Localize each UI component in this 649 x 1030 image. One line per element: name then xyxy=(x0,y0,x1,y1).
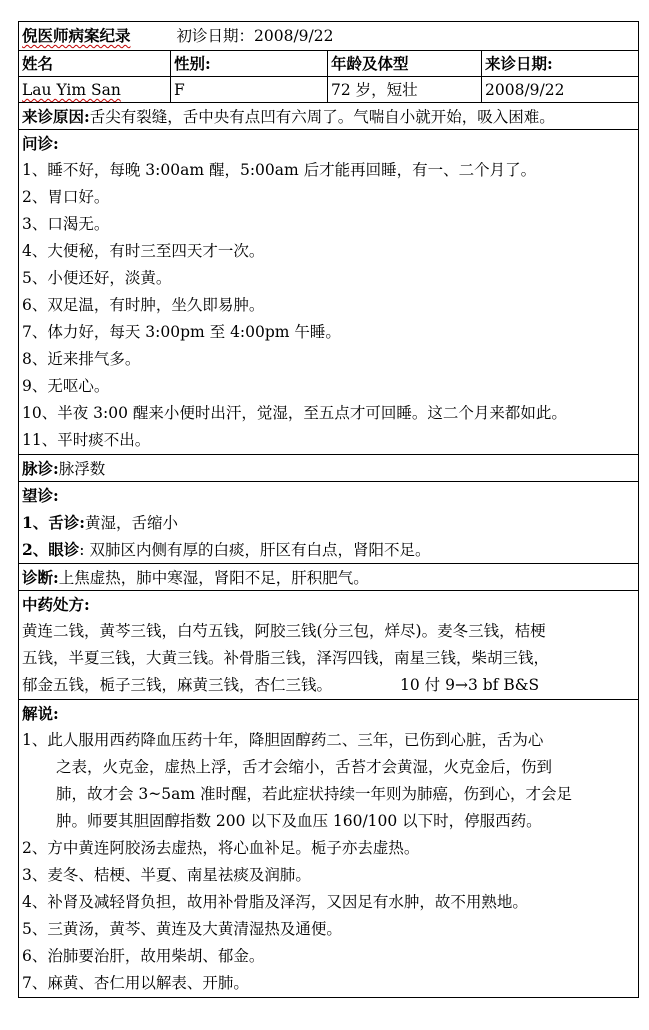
inquiry-item: 8、近来排气多。 xyxy=(22,350,141,368)
eye-observation xyxy=(22,536,635,563)
prescription-section xyxy=(19,590,638,699)
pulse-row xyxy=(19,454,638,481)
record-title: 倪医师病案纪录 xyxy=(22,26,131,45)
case-record xyxy=(18,21,639,998)
patient-visit-date: 2008/9/22 xyxy=(481,77,638,102)
reason-row xyxy=(19,102,638,129)
inquiry-item: 11、平时痰不出。 xyxy=(22,431,151,449)
diagnosis-row xyxy=(19,563,638,590)
prescription-line: 五钱，半夏三钱，大黄三钱。补骨脂三钱，泽泻四钱，南星三钱，柴胡三钱， xyxy=(22,649,550,667)
patient-sex: F xyxy=(170,77,327,102)
header-age: 年龄及体型 xyxy=(327,51,481,76)
eye-label: 2、眼诊 xyxy=(22,540,80,559)
header-name: 姓名 xyxy=(22,54,54,73)
observation-label: 望诊: xyxy=(22,486,59,505)
diagnosis-label: 诊断: xyxy=(22,568,59,587)
inquiry-item: 1、睡不好，每晚 3:00am 醒，5:00am 后才能再回睡，有一、二个月了。 xyxy=(22,161,537,179)
observation-section xyxy=(19,481,638,563)
explanation-item-1-line: 1、此人服用西药降血压药十年，降胆固醇药二、三年，已伤到心脏，舌为心 xyxy=(22,731,544,749)
explanation-item-1-line: 之表，火克金，虚热上浮，舌才会缩小，舌苔才会黄湿，火克金后，伤到 xyxy=(56,758,553,776)
explanation-section xyxy=(19,699,638,997)
header-sex: 性别: xyxy=(170,51,327,76)
explanation-item: 6、治肺要治肝，故用柴胡、郁金。 xyxy=(22,947,265,965)
explanation-item-1-line: 肺，故才会 3~5am 准时醒，若此症状持续一年则为肺癌，伤到心，才会足 xyxy=(56,785,573,803)
prescription-line-last xyxy=(22,672,635,699)
explanation-item: 7、麻黄、杏仁用以解表、开肺。 xyxy=(22,974,249,992)
inquiry-item: 2、胃口好。 xyxy=(22,188,110,206)
inquiry-item: 6、双足温，有时肿，坐久即易肿。 xyxy=(22,296,265,314)
explanation-item: 5、三黄汤，黄芩、黄连及大黄清湿热及通便。 xyxy=(22,920,342,938)
inquiry-item: 9、无呕心。 xyxy=(22,377,110,395)
inquiry-item: 7、体力好，每天 3:00pm 至 4:00pm 午睡。 xyxy=(22,323,341,341)
pulse-text: 脉浮数 xyxy=(58,460,106,478)
reason-text: 舌尖有裂缝，舌中央有点凹有六周了。气喘自小就开始，吸入困难。 xyxy=(89,108,555,126)
diagnosis-text: 上焦虚热，肺中寒湿，肾阳不足，肝积肥气。 xyxy=(58,569,369,587)
prescription-line: 黄连二钱，黄芩三钱，白芍五钱，阿胶三钱(分三包，烊尽)。麦冬三钱，桔梗 xyxy=(22,622,546,640)
explanation-item-1-line: 肿。师要其胆固醇指数 200 以下及血压 160/100 以下时，停服西药。 xyxy=(56,812,542,830)
prescription-label: 中药处方: xyxy=(22,595,90,614)
prescription-line: 郁金五钱，栀子三钱，麻黄三钱，杏仁三钱。 xyxy=(22,676,333,694)
explanation-label: 解说: xyxy=(22,704,59,723)
reason-label: 来诊原因: xyxy=(22,107,90,126)
explanation-item: 3、麦冬、桔梗、半夏、南星祛痰及润肺。 xyxy=(22,866,311,884)
patient-age: 72 岁，短壮 xyxy=(327,77,481,102)
patient-values-row xyxy=(19,76,638,102)
patient-header-row xyxy=(19,50,638,76)
eye-text: : 双肺区内侧有厚的白痰，肝区有白点，肾阳不足。 xyxy=(79,541,431,559)
inquiry-item: 10、半夜 3:00 醒来小便时出汗，觉湿，至五点才可回睡。这二个月来都如此。 xyxy=(22,404,567,422)
inquiry-item: 4、大便秘，有时三至四天才一次。 xyxy=(22,242,265,260)
explanation-item: 2、方中黄连阿胶汤去虚热，将心血补足。栀子亦去虚热。 xyxy=(22,839,420,857)
inquiry-item: 3、口渴无。 xyxy=(22,215,110,233)
explanation-item: 4、补肾及减轻肾负担，故用补骨脂及泽泻，又因足有水肿，故不用熟地。 xyxy=(22,893,528,911)
header-visit-date: 来诊日期: xyxy=(481,51,638,76)
inquiry-item: 5、小便还好，淡黄。 xyxy=(22,269,172,287)
tongue-text: 黄湿，舌缩小 xyxy=(85,514,179,532)
patient-name: Lau Yim San xyxy=(22,81,121,99)
tongue-label: 1、舌诊: xyxy=(22,513,86,532)
inquiry-label: 问诊: xyxy=(22,134,59,153)
tongue-observation xyxy=(22,509,635,536)
inquiry-section xyxy=(19,129,638,454)
pulse-label: 脉诊: xyxy=(22,459,59,478)
title-row xyxy=(19,22,638,50)
first-visit-date: 初诊日期：2008/9/22 xyxy=(176,27,334,45)
prescription-dosage: 10 付 9→3 bf B&S xyxy=(400,676,540,694)
